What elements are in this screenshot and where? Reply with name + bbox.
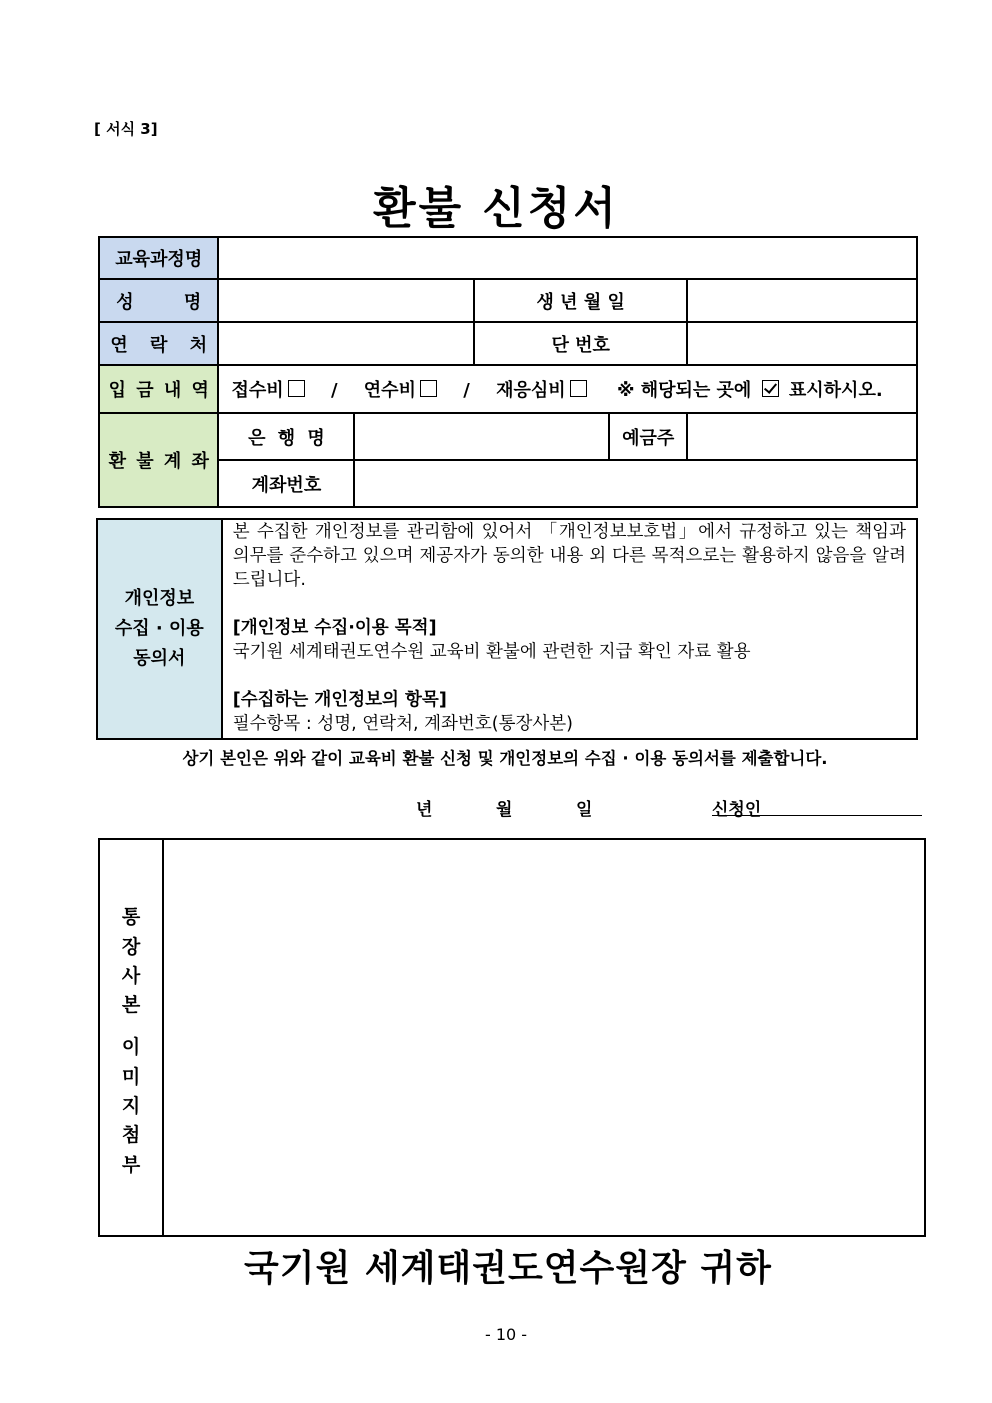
contact-field[interactable] <box>218 322 474 365</box>
re-exam-fee-checkbox[interactable] <box>570 380 587 397</box>
date-month-label: 월 <box>496 800 513 820</box>
checked-box-icon <box>762 380 779 397</box>
contact-label: 연 락 처 <box>99 322 218 365</box>
signature-line[interactable] <box>712 815 922 816</box>
payment-details-label: 입 금 내 역 <box>99 365 218 413</box>
course-name-label: 교육과정명 <box>99 237 218 279</box>
date-day-label: 일 <box>576 800 593 820</box>
registration-fee-label: 접수비 <box>231 380 284 401</box>
group-number-field[interactable] <box>687 322 917 365</box>
bankbook-attachment-area[interactable] <box>98 838 926 1237</box>
consent-intro: 본 수집한 개인정보를 관리함에 있어서 「개인정보보호법」에서 규정하고 있는 책임과 의무를 준수하고 있으며 제공자가 동의한 내용 외 다른 목적으로는 활용하지 않음을 알려드립니다. <box>232 522 906 590</box>
re-exam-fee-label: 재응심비 <box>496 380 566 401</box>
birth-date-field[interactable] <box>687 279 917 322</box>
items-text: 필수항목 : 성명, 연락처, 계좌번호(통장사본) <box>232 714 574 734</box>
account-number-label: 계좌번호 <box>218 460 354 507</box>
separator: / <box>330 380 338 401</box>
name-label: 성 명 <box>99 279 218 322</box>
closing-addressee: 국기원 세계태권도연수원장 귀하 <box>244 1248 772 1289</box>
items-heading: [수집하는 개인정보의 항목] <box>232 690 447 710</box>
date-year-label: 년 <box>416 800 433 820</box>
form-number-label: [ 서식 3] <box>94 120 158 138</box>
applicant-label: 신청인 <box>712 800 762 820</box>
training-fee-label: 연수비 <box>363 380 416 401</box>
purpose-text: 국기원 세계태권도연수원 교육비 환불에 관련한 지급 확인 자료 활용 <box>232 642 751 662</box>
document-title: 환불 신청서 <box>373 183 619 234</box>
depositor-label: 예금주 <box>609 413 687 460</box>
refund-account-label: 환 불 계 좌 <box>99 413 218 507</box>
group-number-label: 단 번호 <box>474 322 687 365</box>
depositor-field[interactable] <box>687 413 917 460</box>
consent-table <box>96 518 918 740</box>
training-fee-checkbox[interactable] <box>420 380 437 397</box>
consent-text <box>222 519 917 739</box>
instruction-note-suffix: 표시하시오. <box>788 380 883 401</box>
name-field[interactable] <box>218 279 474 322</box>
declaration-statement: 상기 본인은 위와 같이 교육비 환불 신청 및 개인정보의 수집 · 이용 동의서를 제출합니다. <box>182 749 828 768</box>
separator: / <box>463 380 470 401</box>
account-number-field[interactable] <box>354 460 917 507</box>
bank-name-field[interactable] <box>354 413 609 460</box>
payment-options <box>218 365 917 413</box>
instruction-note: ※ 해당되는 곳에 <box>616 380 752 401</box>
page-number: - 10 - <box>484 1325 528 1344</box>
consent-label: 개인정보 수집 · 이용 동의서 <box>97 519 222 739</box>
birth-date-label: 생 년 월 일 <box>474 279 687 322</box>
application-table <box>98 236 918 508</box>
course-name-field[interactable] <box>218 237 917 279</box>
registration-fee-checkbox[interactable] <box>288 380 305 397</box>
bank-name-label: 은 행 명 <box>218 413 354 460</box>
attachment-side-label: 통 장 사 본 이 미 지 첨 부 <box>100 840 164 1235</box>
purpose-heading: [개인정보 수집·이용 목적] <box>232 618 437 638</box>
